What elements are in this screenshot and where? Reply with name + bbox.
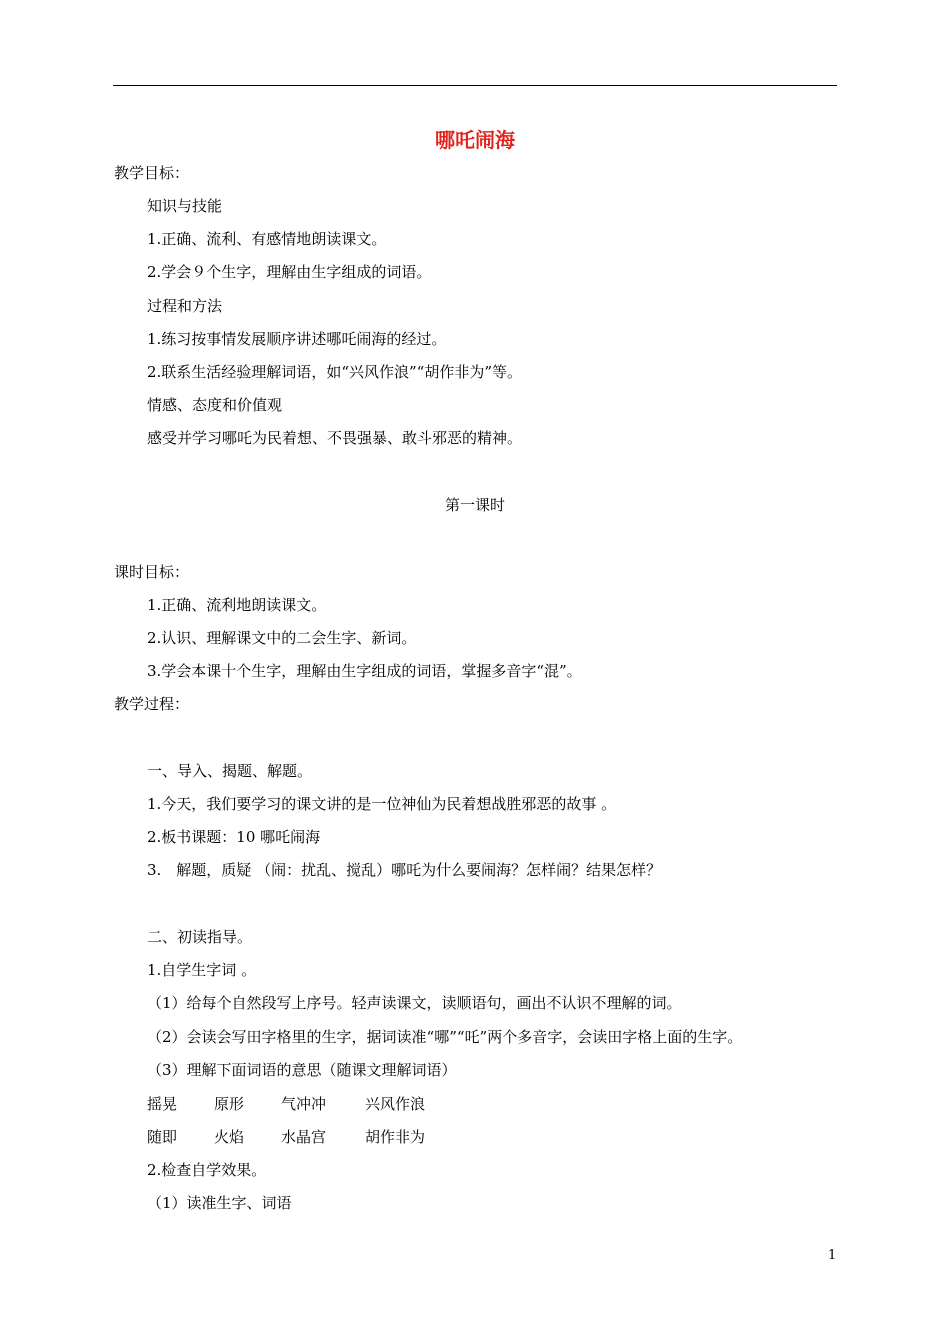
process-heading: 教学过程： xyxy=(114,695,190,713)
lesson-goal-3: 3.学会本课十个生字，理解由生字组成的词语，掌握多音字“混”。 xyxy=(147,662,582,680)
emotion-heading: 情感、态度和价值观 xyxy=(147,396,283,414)
knowledge-item-1: 1.正确、流利、有感情地朗读课文。 xyxy=(147,230,387,248)
word-row-1 xyxy=(147,1094,425,1114)
document-title: 哪吒闹海 xyxy=(435,128,515,152)
section-2-heading: 二、初读指导。 xyxy=(147,928,253,946)
knowledge-heading: 知识与技能 xyxy=(147,197,223,215)
section-2-sub-3: （3）理解下面词语的意思（随课文理解词语） xyxy=(147,1061,457,1079)
word-item: 兴风作浪 xyxy=(365,1095,426,1113)
section-1-heading: 一、导入、揭题、解题。 xyxy=(147,762,313,780)
word-item: 火焰 xyxy=(214,1128,245,1146)
lesson-title: 第一课时 xyxy=(444,496,505,514)
word-row-2 xyxy=(147,1127,425,1147)
word-item: 随即 xyxy=(147,1128,178,1146)
word-item: 胡作非为 xyxy=(365,1128,426,1146)
section-2-sub-2: （2）会读会写田字格里的生字，据词读准“哪”“吒”两个多音字，会读田字格上面的生字。 xyxy=(147,1028,743,1046)
lesson-goal-1: 1.正确、流利地朗读课文。 xyxy=(147,596,327,614)
section-1-item-3: 3. 解题，质疑 （闹：扰乱、搅乱）哪吒为什么要闹海？怎样闹？结果怎样？ xyxy=(147,861,662,879)
objectives-heading: 教学目标： xyxy=(114,164,190,182)
process-method-heading: 过程和方法 xyxy=(147,297,223,315)
section-2-item-2: 2.检查自学效果。 xyxy=(147,1161,267,1179)
section-2-item-1: 1.自学生字词 。 xyxy=(147,961,257,979)
word-item: 气冲冲 xyxy=(281,1095,327,1113)
word-item: 水晶宫 xyxy=(281,1128,327,1146)
process-method-item-1: 1.练习按事情发展顺序讲述哪吒闹海的经过。 xyxy=(147,330,447,348)
section-2-sub-1: （1）给每个自然段写上序号。轻声读课文，读顺语句，画出不认识不理解的词。 xyxy=(147,994,682,1012)
emotion-item-1: 感受并学习哪吒为民着想、不畏强暴、敢斗邪恶的精神。 xyxy=(147,429,523,447)
section-1-item-2: 2.板书课题：10 哪吒闹海 xyxy=(147,828,321,846)
header-rule xyxy=(113,85,837,86)
knowledge-item-2: 2.学会９个生字，理解由生字组成的词语。 xyxy=(147,263,432,281)
page-number: 1 xyxy=(828,1248,837,1263)
lesson-goals-heading: 课时目标： xyxy=(114,563,190,581)
word-item: 摇晃 xyxy=(147,1095,178,1113)
section-2-sub-4: （1）读准生字、词语 xyxy=(147,1194,292,1212)
section-1-item-1: 1.今天，我们要学习的课文讲的是一位神仙为民着想战胜邪恶的故事 。 xyxy=(147,795,617,813)
process-method-item-2: 2.联系生活经验理解词语，如“兴风作浪”“胡作非为”等。 xyxy=(147,363,522,381)
lesson-goal-2: 2.认识、理解课文中的二会生字、新词。 xyxy=(147,629,417,647)
word-item: 原形 xyxy=(214,1095,245,1113)
